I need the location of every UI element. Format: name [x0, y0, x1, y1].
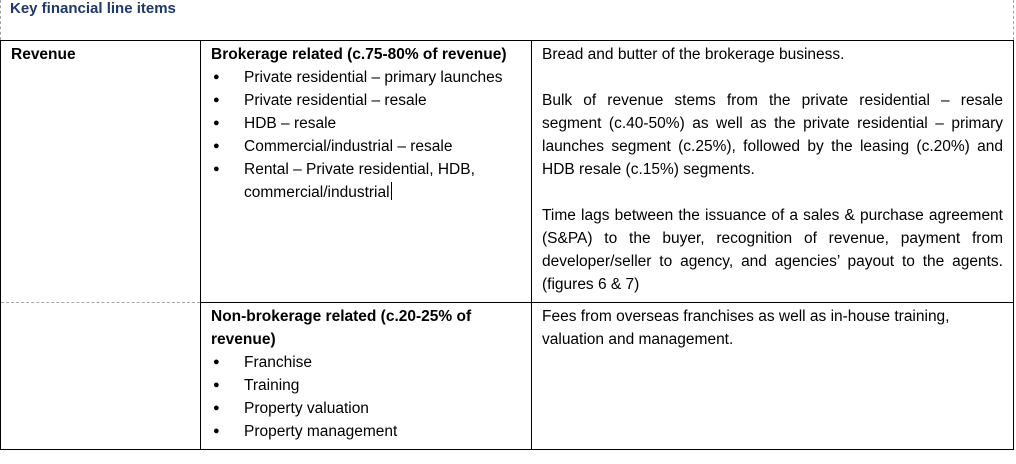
notes-paragraph: Bulk of revenue stems from the private residential – resale segment (c.40-50%) as well as the private residential – primary launches segment (c.25%), followed by the leasing (c.20%) and HDB resale (c.15%) segments. — [542, 92, 1003, 178]
page-right-border — [1013, 0, 1014, 40]
non-brokerage-notes-cell[interactable] — [532, 303, 1014, 450]
brokerage-list — [211, 66, 521, 204]
list-item: ● Private residential – resale — [211, 89, 521, 112]
list-item: ● HDB – resale — [211, 112, 521, 135]
list-item: ● Training — [211, 374, 521, 397]
list-item: ● Property management — [211, 420, 521, 443]
row-label: Revenue — [11, 46, 76, 63]
non-brokerage-heading: Non-brokerage related (c.20-25% of revenue) — [211, 308, 472, 348]
list-item-text: Rental – Private residential, HDB, commercial/industrial — [244, 161, 475, 201]
notes-paragraph: Fees from overseas franchises as well as in-house training, valuation and management. — [542, 308, 950, 348]
brokerage-cell[interactable] — [201, 41, 532, 303]
text-cursor — [391, 182, 392, 200]
page-title: Key financial line items — [10, 0, 176, 17]
brokerage-notes-cell[interactable] — [532, 41, 1014, 303]
list-item — [211, 158, 521, 204]
non-brokerage-cell[interactable] — [201, 303, 532, 450]
notes-paragraph: Bread and butter of the brokerage business. — [542, 46, 845, 63]
list-item: ● Franchise — [211, 351, 521, 374]
table-row — [1, 41, 1014, 303]
list-item: ● Property valuation — [211, 397, 521, 420]
row-label-cell — [1, 41, 201, 303]
non-brokerage-list — [211, 351, 521, 443]
notes-paragraph: Time lags between the issuance of a sales & purchase agreement (S&PA) to the buyer, recognition of revenue, payment from developer/seller to agency, and agencies’ payout to the agents. (figures 6 & 7) — [542, 207, 1003, 293]
line-items-table — [0, 40, 1014, 450]
brokerage-heading: Brokerage related (c.75-80% of revenue) — [211, 46, 507, 63]
row-label-cell-empty — [1, 303, 201, 450]
list-item: ● Commercial/industrial – resale — [211, 135, 521, 158]
list-item: ● Private residential – primary launches — [211, 66, 521, 89]
table-row — [1, 303, 1014, 450]
page-left-border — [0, 0, 1, 40]
